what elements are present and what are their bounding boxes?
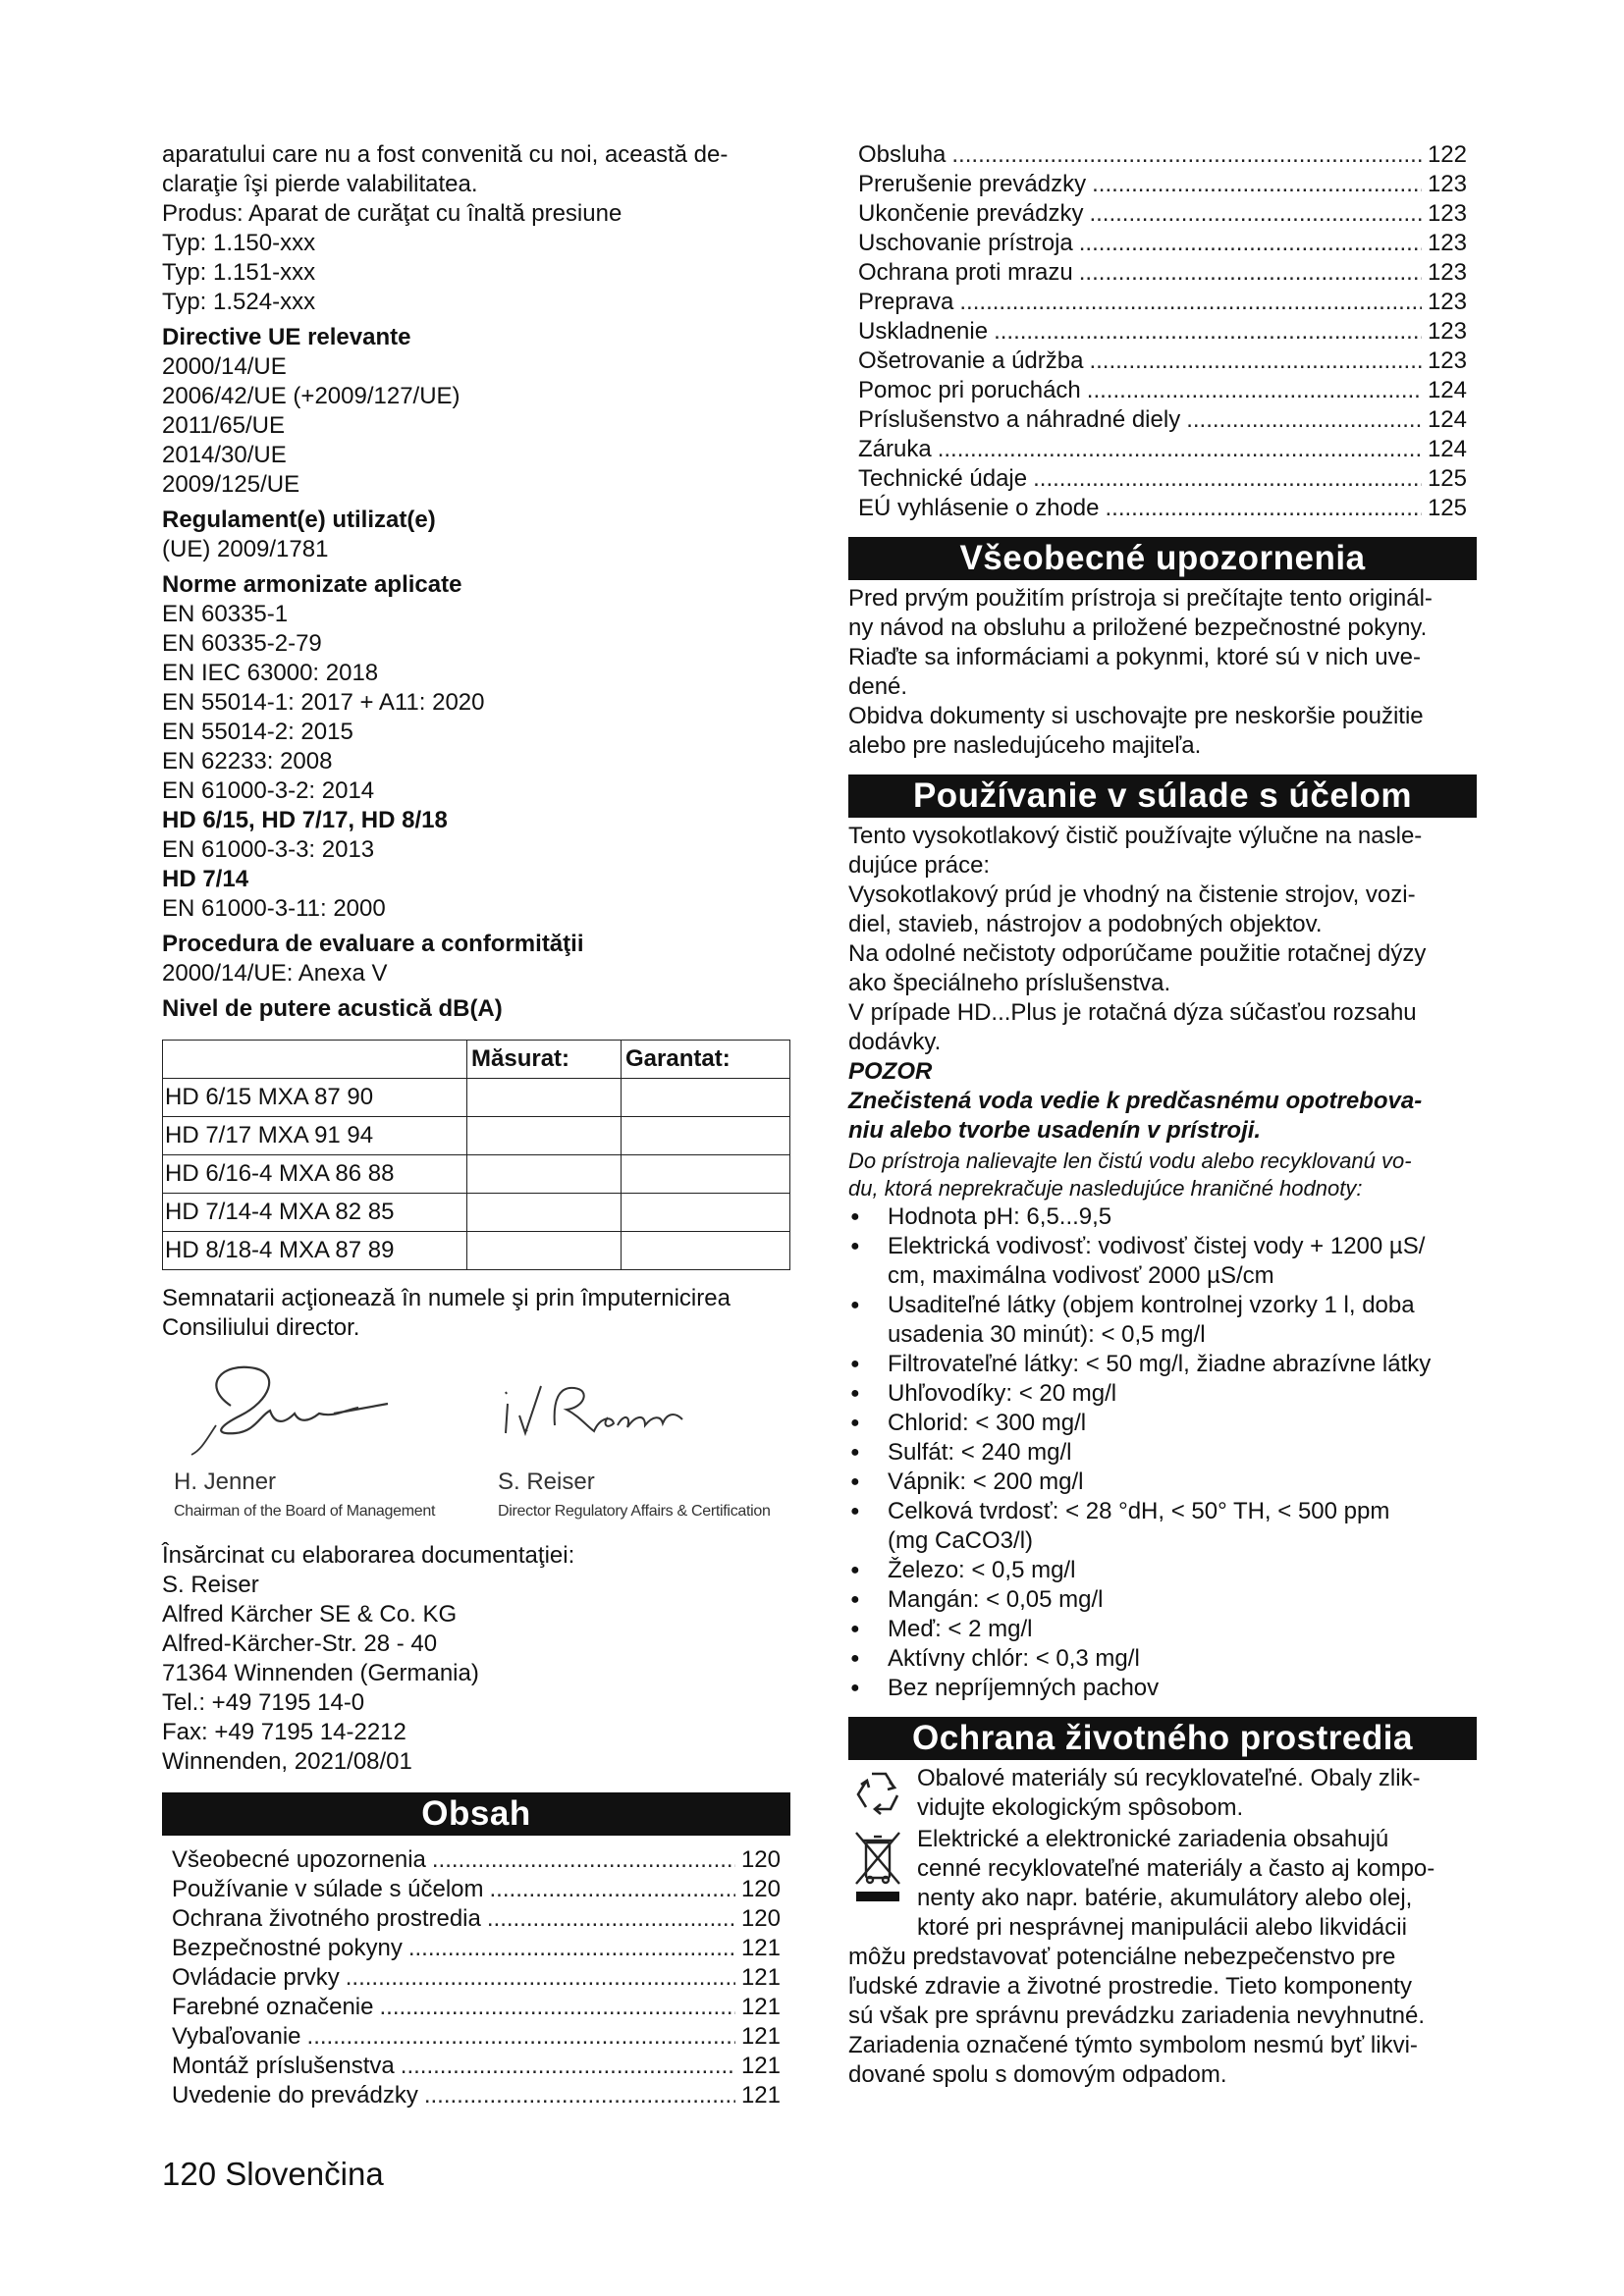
toc-label: Záruka <box>858 436 932 462</box>
text-line: ako špeciálneho príslušenstva. <box>848 970 1171 996</box>
directive-item: 2011/65/UE <box>162 412 285 439</box>
table-cell <box>622 1155 790 1194</box>
toc-page: 123 <box>1427 230 1467 256</box>
text-line: Elektrické a elektronické zariadenia obsahujú <box>917 1826 1389 1852</box>
norm-item: EN 55014-1: 2017 + A11: 2020 <box>162 689 485 716</box>
signature-block-jenner <box>162 1357 435 1526</box>
text-line: dujúce práce: <box>848 852 991 879</box>
handwritten-signature-reiser <box>498 1357 694 1460</box>
toc-entry[interactable] <box>858 405 1467 435</box>
signatories-line: Consiliului director. <box>162 1314 360 1341</box>
caution-line: Znečistená voda vedie k predčasnému opotrebova- <box>848 1088 1423 1114</box>
toc-page: 123 <box>1427 171 1467 197</box>
toc-label: Uvedenie do prevádzky <box>172 2082 418 2109</box>
toc-page: 120 <box>740 1876 781 1902</box>
list-item: ● Celková tvrdosť: < 28 °dH, < 50° TH, < 500 ppm (mg CaCO3/l) <box>848 1497 1477 1556</box>
toc-entry[interactable] <box>172 1934 781 1963</box>
toc-label: Prerušenie prevádzky <box>858 171 1087 197</box>
list-item: ● Chlorid: < 300 mg/l <box>848 1409 1477 1438</box>
water-requirements-list <box>848 1202 1477 1703</box>
toc-label: Ošetrovanie a údržba <box>858 347 1084 374</box>
toc-page: 121 <box>740 1935 781 1961</box>
table-cell <box>622 1079 790 1117</box>
text-line: Zariadenia označené týmto symbolom nesmú byť likvi- <box>848 2032 1418 2058</box>
text-line: Pred prvým použitím prístroja si prečítajte tento originál- <box>848 585 1433 612</box>
toc-page: 124 <box>1427 377 1467 403</box>
text-line: diel, stavieb, nástrojov a podobných objektov. <box>848 911 1323 937</box>
norm-item: EN 61000-3-3: 2013 <box>162 836 375 863</box>
toc-label: Používanie v súlade s účelom <box>172 1876 484 1902</box>
norm-item: EN 61000-3-2: 2014 <box>162 777 375 804</box>
table-cell <box>467 1079 622 1117</box>
table-cell <box>622 1232 790 1270</box>
toc-label: EÚ vyhlásenie o zhode <box>858 495 1100 521</box>
toc-label: Farebné označenie <box>172 1994 374 2020</box>
water-note-line: Do prístroja nalievajte len čistú vodu alebo recyklovanú vo- <box>848 1148 1412 1173</box>
toc-entry[interactable] <box>858 140 1467 170</box>
signer-role: Director Regulatory Affairs & Certification <box>498 1503 771 1520</box>
norm-model-group: HD 6/15, HD 7/17, HD 8/18 <box>162 807 448 833</box>
contact-line: Tel.: +49 7195 14-0 <box>162 1689 365 1716</box>
toc-page: 123 <box>1427 347 1467 374</box>
text-line: Na odolné nečistoty odporúčame použitie rotačnej dýzy <box>848 940 1427 967</box>
directive-item: 2014/30/UE <box>162 442 287 468</box>
text-line: Riaďte sa informáciami a pokynmi, ktoré sú v nich uve- <box>848 644 1421 670</box>
page-number: 120 <box>162 2156 217 2192</box>
intro-line: Typ: 1.151-xxx <box>162 259 316 286</box>
toc-entry[interactable] <box>172 1963 781 1993</box>
footer-language: Slovenčina <box>225 2156 384 2192</box>
toc-page: 123 <box>1427 200 1467 227</box>
toc-page: 120 <box>740 1905 781 1932</box>
text-line: Obalové materiály sú recyklovateľné. Obaly zlik- <box>917 1765 1421 1791</box>
toc-entry[interactable] <box>858 464 1467 494</box>
table-row <box>163 1117 790 1155</box>
water-note-line: du, ktorá neprekračuje nasledujúce hraničné hodnoty: <box>848 1176 1363 1201</box>
text-line: môžu predstavovať potenciálne nebezpečenstvo pre <box>848 1944 1396 1970</box>
signature-area <box>162 1357 790 1533</box>
signature-block-reiser <box>498 1357 771 1526</box>
contact-line: Fax: +49 7195 14-2212 <box>162 1719 406 1745</box>
toc-entry[interactable] <box>858 199 1467 229</box>
intro-line: Typ: 1.524-xxx <box>162 289 316 315</box>
text-line: Obidva dokumenty si uschovajte pre neskoršie použitie <box>848 703 1424 729</box>
toc-label: Ochrana proti mrazu <box>858 259 1073 286</box>
procedure-heading: Procedura de evaluare a conformităţii <box>162 931 584 957</box>
regulation-item: (UE) 2009/1781 <box>162 536 329 562</box>
list-item: ● Meď: < 2 mg/l <box>848 1615 1477 1644</box>
table-cell <box>622 1117 790 1155</box>
list-item: ● Železo: < 0,5 mg/l <box>848 1556 1477 1585</box>
regulation-heading: Regulament(e) utilizat(e) <box>162 507 436 533</box>
use-text <box>848 822 1477 1057</box>
section-title-general: Všeobecné upozornenia <box>848 537 1477 580</box>
table-header-row <box>163 1041 790 1079</box>
table-header-cell: Garantat: <box>622 1041 790 1079</box>
left-column <box>162 140 790 2110</box>
text-line: ľudské zdravie a životné prostredie. Tieto komponenty <box>848 1973 1412 2000</box>
list-item: ● Filtrovateľné látky: < 50 mg/l, žiadne abrazívne látky <box>848 1350 1477 1379</box>
table-cell <box>467 1232 622 1270</box>
signer-name: S. Reiser <box>498 1468 595 1495</box>
signatories-note <box>162 1284 790 1343</box>
list-item: ● Vápnik: < 200 mg/l <box>848 1468 1477 1497</box>
table-cell: HD 7/17 MXA 91 94 <box>163 1117 467 1155</box>
weee-note <box>848 1825 1477 1943</box>
table-cell: HD 8/18-4 MXA 87 89 <box>163 1232 467 1270</box>
text-line: V prípade HD...Plus je rotačná dýza súčasťou rozsahu <box>848 999 1417 1026</box>
caution-line: niu alebo tvorbe usadenín v prístroji. <box>848 1117 1262 1144</box>
toc-label: Uschovanie prístroja <box>858 230 1073 256</box>
toc-page: 121 <box>740 1964 781 1991</box>
table-header-cell <box>163 1041 467 1079</box>
table-cell: HD 6/16-4 MXA 86 88 <box>163 1155 467 1194</box>
toc-entry[interactable] <box>858 258 1467 288</box>
table-cell <box>467 1155 622 1194</box>
toc-entry[interactable] <box>858 288 1467 317</box>
toc-entry[interactable] <box>858 229 1467 258</box>
directive-list <box>162 352 790 500</box>
page-footer <box>162 2156 384 2192</box>
toc-page: 125 <box>1427 465 1467 492</box>
contact-line: Însărcinat cu elaborarea documentaţiei: <box>162 1542 575 1569</box>
text-line: alebo pre nasledujúceho majiteľa. <box>848 732 1202 759</box>
toc-entry[interactable] <box>858 376 1467 405</box>
toc-label: Preprava <box>858 289 954 315</box>
toc-label: Pomoc pri poruchách <box>858 377 1081 403</box>
intro-line: claraţie îşi pierde valabilitatea. <box>162 171 478 197</box>
toc-entry[interactable] <box>172 1904 781 1934</box>
directive-item: 2006/42/UE (+2009/127/UE) <box>162 383 460 409</box>
list-item: ● Mangán: < 0,05 mg/l <box>848 1585 1477 1615</box>
toc-label: Bezpečnostné pokyny <box>172 1935 403 1961</box>
general-text <box>848 584 1477 761</box>
recycling-icon <box>852 1768 905 1817</box>
toc-entry[interactable] <box>172 2052 781 2081</box>
toc-label: Ochrana životného prostredia <box>172 1905 481 1932</box>
toc-entry[interactable] <box>858 435 1467 464</box>
toc-entry[interactable] <box>172 1845 781 1875</box>
toc-entry[interactable] <box>172 1993 781 2022</box>
toc-page: 123 <box>1427 289 1467 315</box>
text-line: ny návod na obsluhu a priložené bezpečnostné pokyny. <box>848 614 1428 641</box>
text-line: cenné recyklovateľné materiály a často aj kompo- <box>917 1855 1435 1882</box>
toc-page: 124 <box>1427 436 1467 462</box>
table-cell <box>467 1117 622 1155</box>
toc-page: 121 <box>740 2053 781 2079</box>
sound-power-table <box>162 1040 790 1270</box>
toc-entry[interactable] <box>858 347 1467 376</box>
list-item: ● Hodnota pH: 6,5...9,5 <box>848 1202 1477 1232</box>
toc-label: Všeobecné upozornenia <box>172 1846 426 1873</box>
text-line: ktoré pri nesprávnej manipulácii alebo likvidácii <box>917 1914 1407 1941</box>
weee-text-continued <box>848 1943 1477 2090</box>
toc-entry[interactable] <box>172 2022 781 2052</box>
contact-block <box>162 1541 790 1777</box>
toc-page: 121 <box>740 2082 781 2109</box>
procedure-item: 2000/14/UE: Anexa V <box>162 960 388 987</box>
toc-entry[interactable] <box>172 2081 781 2110</box>
table-cell: HD 6/15 MXA 87 90 <box>163 1079 467 1117</box>
toc-label: Vybaľovanie <box>172 2023 301 2050</box>
norms-heading: Norme armonizate aplicate <box>162 571 462 598</box>
list-item: ● Sulfát: < 240 mg/l <box>848 1438 1477 1468</box>
table-cell <box>467 1194 622 1232</box>
norm-model-group: HD 7/14 <box>162 866 249 892</box>
table-header-cell: Măsurat: <box>467 1041 622 1079</box>
toc-page: 123 <box>1427 259 1467 286</box>
section-title-environment: Ochrana životného prostredia <box>848 1717 1477 1760</box>
directive-item: 2000/14/UE <box>162 353 287 380</box>
text-line: sú však pre správnu prevádzku zariadenia nevyhnutné. <box>848 2002 1426 2029</box>
contact-line: Alfred Kärcher SE & Co. KG <box>162 1601 458 1628</box>
norm-item: EN 55014-2: 2015 <box>162 719 353 745</box>
contact-line: Winnenden, 2021/08/01 <box>162 1748 412 1775</box>
toc-label: Príslušenstvo a náhradné diely <box>858 406 1181 433</box>
table-cell <box>622 1194 790 1232</box>
toc-label: Ovládacie prvky <box>172 1964 340 1991</box>
signatories-line: Semnatarii acţionează în numele şi prin împuternicirea <box>162 1285 731 1311</box>
list-item: ● Aktívny chlór: < 0,3 mg/l <box>848 1644 1477 1674</box>
text-line: nenty ako napr. batérie, akumulátory alebo olej, <box>917 1885 1413 1911</box>
table-row <box>163 1155 790 1194</box>
toc-entry[interactable] <box>858 317 1467 347</box>
toc-page: 122 <box>1427 141 1467 168</box>
norms-list <box>162 600 790 924</box>
intro-line: Produs: Aparat de curăţat cu înaltă presiune <box>162 200 623 227</box>
toc-page: 125 <box>1427 495 1467 521</box>
text-line: Tento vysokotlakový čistič používajte výlučne na nasle- <box>848 823 1423 849</box>
list-item: ● Bez nepríjemných pachov <box>848 1674 1477 1703</box>
directive-item: 2009/125/UE <box>162 471 300 498</box>
toc-page: 121 <box>740 2023 781 2050</box>
handwritten-signature-jenner <box>162 1357 398 1460</box>
toc-page: 121 <box>740 1994 781 2020</box>
toc-page: 124 <box>1427 406 1467 433</box>
norm-item: EN IEC 63000: 2018 <box>162 660 379 686</box>
intro-line: aparatului care nu a fost convenită cu noi, această de- <box>162 141 729 168</box>
norm-item: EN 60335-2-79 <box>162 630 322 657</box>
directive-heading: Directive UE relevante <box>162 324 411 350</box>
table-row <box>163 1079 790 1117</box>
norm-item: EN 62233: 2008 <box>162 748 333 774</box>
toc-page: 123 <box>1427 318 1467 345</box>
toc-entry[interactable] <box>858 170 1467 199</box>
toc-label: Technické údaje <box>858 465 1028 492</box>
toc-title: Obsah <box>162 1792 790 1836</box>
table-row <box>163 1194 790 1232</box>
toc-list-left <box>162 1840 790 2110</box>
text-line: vidujte ekologickým spôsobom. <box>917 1794 1244 1821</box>
table-cell: HD 7/14-4 MXA 82 85 <box>163 1194 467 1232</box>
toc-entry[interactable] <box>858 494 1467 523</box>
signer-name: H. Jenner <box>174 1468 277 1495</box>
norm-item: EN 60335-1 <box>162 601 289 627</box>
signer-role: Chairman of the Board of Management <box>174 1503 436 1520</box>
list-item: ● Elektrická vodivosť: vodivosť čistej vody + 1200 µS/ cm, maximálna vodivosť 2000 µS/cm <box>848 1232 1477 1291</box>
intro-block <box>162 140 790 317</box>
norm-item: EN 61000-3-11: 2000 <box>162 895 386 922</box>
text-line: dodávky. <box>848 1029 942 1055</box>
list-item: ● Uhľovodíky: < 20 mg/l <box>848 1379 1477 1409</box>
toc-label: Ukončenie prevádzky <box>858 200 1084 227</box>
toc-entry[interactable] <box>172 1875 781 1904</box>
recycling-note <box>848 1764 1477 1823</box>
caution-label: POZOR <box>848 1058 933 1085</box>
contact-line: S. Reiser <box>162 1572 259 1598</box>
text-line: dované spolu s domovým odpadom. <box>848 2061 1227 2088</box>
text-line: dené. <box>848 673 908 700</box>
toc-list-right <box>848 140 1477 523</box>
section-title-use: Používanie v súlade s účelom <box>848 774 1477 818</box>
list-item: ● Usaditeľné látky (objem kontrolnej vzorky 1 l, doba usadenia 30 minút): < 0,5 mg/l <box>848 1291 1477 1350</box>
crossed-bin-icon <box>852 1829 905 1909</box>
toc-label: Obsluha <box>858 141 947 168</box>
toc-label: Montáž príslušenstva <box>172 2053 395 2079</box>
toc-label: Uskladnenie <box>858 318 989 345</box>
toc-page: 120 <box>740 1846 781 1873</box>
contact-line: Alfred-Kärcher-Str. 28 - 40 <box>162 1630 438 1657</box>
sound-heading: Nivel de putere acustică dB(A) <box>162 995 503 1022</box>
right-column <box>848 140 1477 2090</box>
intro-line: Typ: 1.150-xxx <box>162 230 316 256</box>
table-row <box>163 1232 790 1270</box>
text-line: Vysokotlakový prúd je vhodný na čistenie strojov, vozi- <box>848 881 1416 908</box>
contact-line: 71364 Winnenden (Germania) <box>162 1660 479 1686</box>
